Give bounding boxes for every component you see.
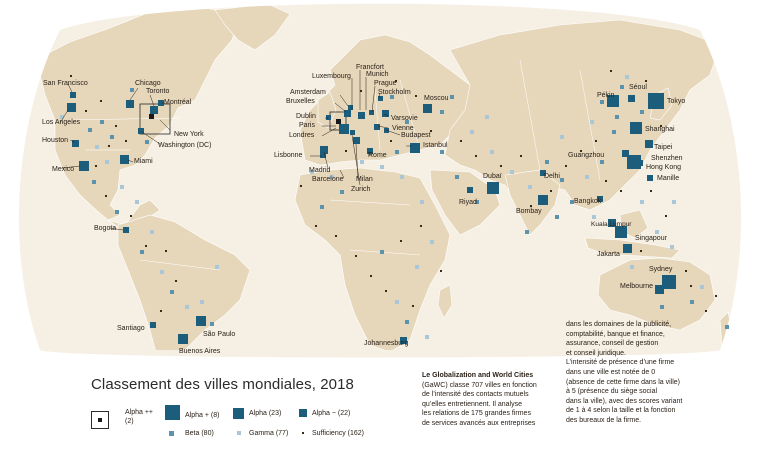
text-right-line-10: des bureaux de la firme. — [566, 416, 642, 424]
text-right-line-5: dans une ville est notée de 0 — [566, 368, 656, 376]
marker-alpha-minus-riyad — [467, 187, 473, 193]
beta-marker — [170, 290, 174, 294]
marker-alpha-minus-washington — [138, 128, 144, 134]
sufficiency-marker — [345, 150, 347, 152]
beta-marker — [210, 322, 214, 326]
text-left-line-2: de l’intensité des contacts mutuels — [422, 391, 529, 399]
sufficiency-marker — [115, 125, 117, 127]
text-right-line-6: (absence de cette firme dans la ville) — [566, 378, 680, 386]
description-right — [566, 320, 716, 426]
city-label-seoul: Séoul — [629, 84, 647, 91]
legend — [91, 401, 411, 451]
sufficiency-marker — [500, 165, 502, 167]
sufficiency-marker — [620, 190, 622, 192]
legend-beta-swatch — [169, 431, 174, 436]
sufficiency-marker — [440, 270, 442, 272]
marker-alpha-melbourne — [655, 285, 664, 294]
city-label-toronto: Toronto — [146, 88, 170, 95]
city-label-delhi: Delhi — [544, 173, 560, 180]
gamma-marker — [485, 115, 489, 119]
marker-alpha-frankfort — [358, 112, 365, 119]
city-label-lisbonne: Lisbonne — [274, 152, 303, 159]
text-right-line-8: dans la ville), avec des scores variant — [566, 397, 683, 405]
sufficiency-marker — [705, 310, 707, 312]
marker-alpha-minus-stockholm — [378, 96, 383, 101]
sufficiency-marker — [475, 155, 477, 157]
legend-gamma-swatch — [237, 431, 241, 435]
legend-alpha-minus-label: Alpha − (22) — [312, 410, 351, 417]
city-label-barcelone: Barcelone — [312, 176, 344, 183]
text-right-line-3: et conseil juridique. — [566, 349, 626, 357]
sufficiency-marker — [420, 225, 422, 227]
gamma-marker — [380, 165, 384, 169]
sufficiency-marker — [415, 95, 417, 97]
city-label-frankfort: Francfort — [356, 64, 385, 71]
gamma-marker — [592, 215, 596, 219]
gamma-marker — [470, 130, 474, 134]
city-label-paris: Paris — [299, 122, 315, 129]
gamma-marker — [430, 240, 434, 244]
city-label-pekin: Pékin — [597, 92, 615, 99]
gamma-marker — [670, 245, 674, 249]
city-label-washington: Washington (DC) — [158, 142, 212, 149]
city-label-londres: Londres — [289, 132, 315, 139]
beta-marker — [440, 150, 444, 154]
marker-alpha-shenzhen — [637, 160, 643, 166]
marker-alpha-sao-paulo — [196, 316, 206, 326]
beta-marker — [130, 88, 134, 92]
beta-marker — [640, 110, 644, 114]
city-label-stockholm: Stockholm — [378, 89, 411, 96]
sufficiency-marker — [95, 165, 97, 167]
city-label-chicago: Chicago — [135, 80, 161, 87]
sufficiency-marker — [645, 80, 647, 82]
city-label-shanghai: Shanghai — [645, 126, 675, 133]
beta-marker — [525, 230, 529, 234]
text-left-line-5: de services avancés aux entreprises — [422, 419, 536, 427]
map-title: Classement des villes mondiales, 2018 — [91, 376, 354, 393]
sufficiency-marker — [105, 195, 107, 197]
legend-alpha-plus-label: Alpha + (8) — [185, 412, 220, 419]
city-label-mexico: Mexico — [52, 166, 75, 173]
marker-alpha-moscou — [423, 104, 432, 113]
city-label-dublin: Dublin — [296, 113, 316, 120]
sufficiency-marker — [100, 100, 102, 102]
sufficiency-marker — [665, 215, 667, 217]
gamma-marker — [655, 230, 659, 234]
legend-alpha-swatch — [233, 408, 244, 419]
sufficiency-marker — [360, 90, 362, 92]
city-label-sydney: Sydney — [649, 266, 673, 273]
legend-sufficiency-swatch — [302, 432, 304, 434]
legend-sufficiency-label: Sufficiency (162) — [312, 430, 365, 437]
city-label-bruxelles: Bruxelles — [286, 98, 315, 105]
sufficiency-marker — [300, 185, 302, 187]
gamma-marker — [625, 75, 629, 79]
gamma-marker — [105, 160, 109, 164]
beta-marker — [660, 305, 664, 309]
sufficiency-marker — [610, 70, 612, 72]
text-right-line-9: de 1 à 4 selon la taille et la fonction — [566, 407, 676, 415]
sufficiency-marker — [335, 235, 337, 237]
city-label-bangkok: Bangkok — [574, 198, 602, 205]
marker-alpha-minus-dublin — [326, 115, 331, 120]
city-label-bombay: Bombay — [516, 208, 542, 215]
gamma-marker — [510, 170, 514, 174]
gamma-marker — [585, 175, 589, 179]
sufficiency-marker — [685, 270, 687, 272]
sufficiency-marker — [460, 140, 462, 142]
text-right-line-1: comptabilité, banque et finance, — [566, 330, 665, 338]
city-label-sao-paulo: São Paulo — [203, 331, 236, 338]
beta-marker — [405, 320, 409, 324]
city-label-vienne: Vienne — [392, 125, 414, 132]
legend-alpha-pp-count: (2) — [125, 418, 134, 425]
sufficiency-marker — [145, 245, 147, 247]
gamma-marker — [415, 265, 419, 269]
city-label-varsovie: Varsovie — [391, 115, 418, 122]
text-left-line-0: Le Globalization and World Cities — [422, 372, 534, 379]
text-right-line-0: dans les domaines de la publicité, — [566, 321, 672, 328]
city-label-johannesburg: Johannesburg — [364, 340, 409, 347]
city-label-amsterdam: Amsterdam — [290, 89, 326, 96]
text-left-line-3: qu’elles entretiennent. Il analyse — [422, 400, 523, 408]
sufficiency-marker — [690, 285, 692, 287]
city-label-luxembourg: Luxembourg — [312, 73, 351, 80]
beta-marker — [555, 215, 559, 219]
gamma-marker — [590, 120, 594, 124]
sufficiency-marker — [165, 250, 167, 252]
beta-marker — [88, 128, 92, 132]
city-label-bogota: Bogota — [94, 225, 117, 232]
beta-marker — [115, 210, 119, 214]
beta-marker — [455, 175, 459, 179]
city-label-kuala: Kuala Lumpur — [591, 221, 632, 228]
city-label-rome: Rome — [368, 152, 387, 159]
marker-alpha-jakarta — [623, 244, 632, 253]
marker-alpha-miami — [120, 155, 129, 164]
marker-alpha-minus-bogota — [123, 227, 129, 233]
sufficiency-marker — [70, 75, 72, 77]
gamma-marker — [672, 200, 676, 204]
beta-marker — [145, 140, 149, 144]
beta-marker — [600, 100, 604, 104]
marker-alpha-minus-prague — [369, 110, 374, 115]
city-label-madrid: Madrid — [309, 167, 331, 174]
city-label-hong-kong: Hong Kong — [646, 164, 682, 171]
marker-alpha-minus-budapest — [384, 128, 389, 133]
beta-marker — [100, 120, 104, 124]
marker-alpha-bombay — [538, 195, 548, 205]
sufficiency-marker — [412, 305, 414, 307]
marker-alpha-los-angeles — [67, 103, 76, 112]
gamma-marker — [185, 305, 189, 309]
gamma-marker — [560, 135, 564, 139]
gamma-marker — [135, 200, 139, 204]
marker-alpha-pp-new-york — [149, 114, 154, 119]
text-right-line-2: assurance, conseil de gestion — [566, 340, 659, 348]
text-right-line-7: à 5 (présence du siège social — [566, 388, 658, 396]
marker-alpha-minus-san-francisco — [70, 92, 76, 98]
city-label-dubai: Dubaï — [483, 173, 502, 180]
gamma-marker — [700, 285, 704, 289]
sufficiency-marker — [650, 190, 652, 192]
beta-marker — [690, 300, 694, 304]
city-label-milan: Milan — [356, 176, 373, 183]
marker-alpha-toronto — [150, 106, 158, 114]
marker-alpha-taipei — [645, 140, 653, 148]
text-right-line-4: L’intensité de présence d’une firme — [566, 359, 675, 367]
sufficiency-marker — [125, 140, 127, 142]
city-label-singapour: Singapour — [635, 235, 667, 242]
gamma-marker — [420, 200, 424, 204]
sufficiency-marker — [530, 205, 532, 207]
marker-alpha-mexico — [79, 161, 89, 171]
sufficiency-marker — [715, 295, 717, 297]
marker-alpha-plus-sydney — [662, 275, 676, 289]
gamma-marker — [395, 300, 399, 304]
beta-marker — [615, 115, 619, 119]
sufficiency-marker — [108, 145, 110, 147]
marker-alpha-minus-santiago — [150, 322, 156, 328]
beta-marker — [340, 190, 344, 194]
marker-alpha-minus-vienne — [374, 124, 380, 130]
city-label-montreal: Montréal — [164, 99, 192, 106]
beta-marker — [320, 205, 324, 209]
marker-alpha-plus-tokyo — [648, 93, 664, 109]
sufficiency-marker — [315, 225, 317, 227]
marker-alpha-chicago — [126, 100, 134, 108]
city-label-houston: Houston — [42, 137, 69, 144]
sufficiency-marker — [550, 190, 552, 192]
city-label-jakarta: Jakarta — [597, 251, 620, 258]
sufficiency-marker — [175, 280, 177, 282]
sufficiency-marker — [130, 215, 132, 217]
marker-alpha-plus-shanghai — [630, 122, 642, 134]
beta-marker — [110, 135, 114, 139]
beta-marker — [612, 130, 616, 134]
legend-alpha-plus-swatch — [165, 405, 180, 420]
gamma-marker — [120, 185, 124, 189]
gamma-marker — [528, 185, 532, 189]
city-label-new-york: New York — [174, 131, 204, 138]
city-label-guangzhou: Guangzhou — [568, 152, 605, 159]
beta-marker — [560, 178, 564, 182]
gamma-marker — [215, 265, 219, 269]
description-left — [422, 371, 562, 429]
beta-marker — [395, 150, 399, 154]
marker-alpha-seoul — [628, 95, 635, 102]
sufficiency-marker — [355, 255, 357, 257]
marker-alpha-plus-paris — [339, 124, 349, 134]
beta-marker — [380, 250, 384, 254]
legend-alpha-pp-swatch — [91, 411, 109, 429]
city-label-shenzhen: Shenzhen — [651, 155, 683, 162]
sufficiency-marker — [385, 290, 387, 292]
marker-alpha-pp-london — [336, 119, 341, 124]
sufficiency-marker — [400, 240, 402, 242]
gamma-marker — [95, 145, 99, 149]
city-label-riyad: Riyad — [459, 199, 477, 206]
sufficiency-marker — [565, 165, 567, 167]
marker-alpha-buenos-aires — [178, 334, 188, 344]
city-label-budapest: Budapest — [401, 132, 431, 139]
beta-marker — [620, 85, 624, 89]
sufficiency-marker — [370, 275, 372, 277]
gamma-marker — [160, 270, 164, 274]
beta-marker — [440, 110, 444, 114]
marker-alpha-istanbul — [410, 143, 420, 153]
city-label-santiago: Santiago — [117, 325, 145, 332]
marker-alpha-minus-zurich — [350, 130, 355, 135]
text-left-line-1: (GaWC) classe 707 villes en fonction — [422, 381, 537, 389]
city-label-moscou: Moscou — [424, 95, 449, 102]
legend-alpha-label: Alpha (23) — [249, 410, 282, 417]
city-label-tokyo: Tokyo — [667, 98, 686, 105]
sufficiency-marker — [605, 180, 607, 182]
sufficiency-marker — [640, 250, 642, 252]
city-label-san-francisco: San Francisco — [43, 80, 88, 87]
city-label-melbourne: Melbourne — [620, 283, 654, 290]
legend-alpha-minus-swatch — [299, 409, 307, 417]
city-label-buenos-aires: Buenos Aires — [179, 348, 221, 355]
legend-gamma-label: Gamma (77) — [249, 430, 289, 437]
gamma-marker — [400, 175, 404, 179]
sufficiency-marker — [160, 310, 162, 312]
city-label-prague: Prague — [374, 80, 397, 87]
city-label-manille: Manille — [657, 175, 680, 182]
city-label-zurich: Zurich — [351, 186, 371, 193]
marker-alpha-plus-dubai — [487, 182, 499, 194]
gamma-marker — [360, 160, 364, 164]
city-label-miami: Miami — [134, 158, 153, 165]
sufficiency-marker — [85, 110, 87, 112]
text-left-line-4: les relations de 175 grandes firmes — [422, 410, 531, 418]
sufficiency-marker — [595, 140, 597, 142]
beta-marker — [450, 95, 454, 99]
gamma-marker — [150, 230, 154, 234]
sufficiency-marker — [520, 155, 522, 157]
city-label-istanbul: Istanbul — [423, 142, 448, 149]
city-label-los-angeles: Los Angeles — [42, 119, 81, 126]
city-label-taipei: Taipei — [654, 144, 673, 151]
beta-marker — [92, 180, 96, 184]
legend-beta-label: Beta (80) — [185, 430, 214, 437]
gamma-marker — [200, 300, 204, 304]
marker-alpha-guangzhou — [622, 150, 629, 157]
beta-marker — [545, 160, 549, 164]
marker-alpha-minus-houston — [72, 140, 79, 147]
beta-marker — [140, 250, 144, 254]
gamma-marker — [640, 200, 644, 204]
gamma-marker — [630, 265, 634, 269]
marker-alpha-milan — [353, 137, 360, 144]
beta-marker — [600, 160, 604, 164]
beta-marker — [725, 325, 729, 329]
gamma-marker — [425, 335, 429, 339]
sufficiency-marker — [390, 140, 392, 142]
gamma-marker — [490, 150, 494, 154]
legend-alpha-pp-label: Alpha ++ — [125, 409, 154, 416]
city-label-munich: Munich — [366, 71, 389, 78]
marker-alpha-minus-manille — [647, 175, 653, 181]
